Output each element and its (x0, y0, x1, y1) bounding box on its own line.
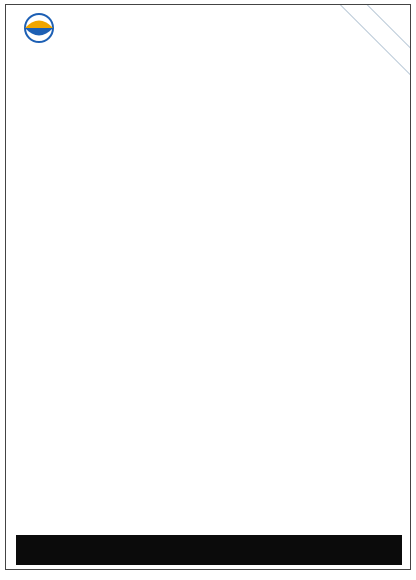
tender-notice (5, 4, 411, 570)
notice-body (16, 67, 402, 509)
secretariat-footer (16, 535, 402, 565)
page-title (76, 15, 346, 33)
notice-subtitle (26, 33, 396, 53)
issue-dates (16, 513, 402, 525)
